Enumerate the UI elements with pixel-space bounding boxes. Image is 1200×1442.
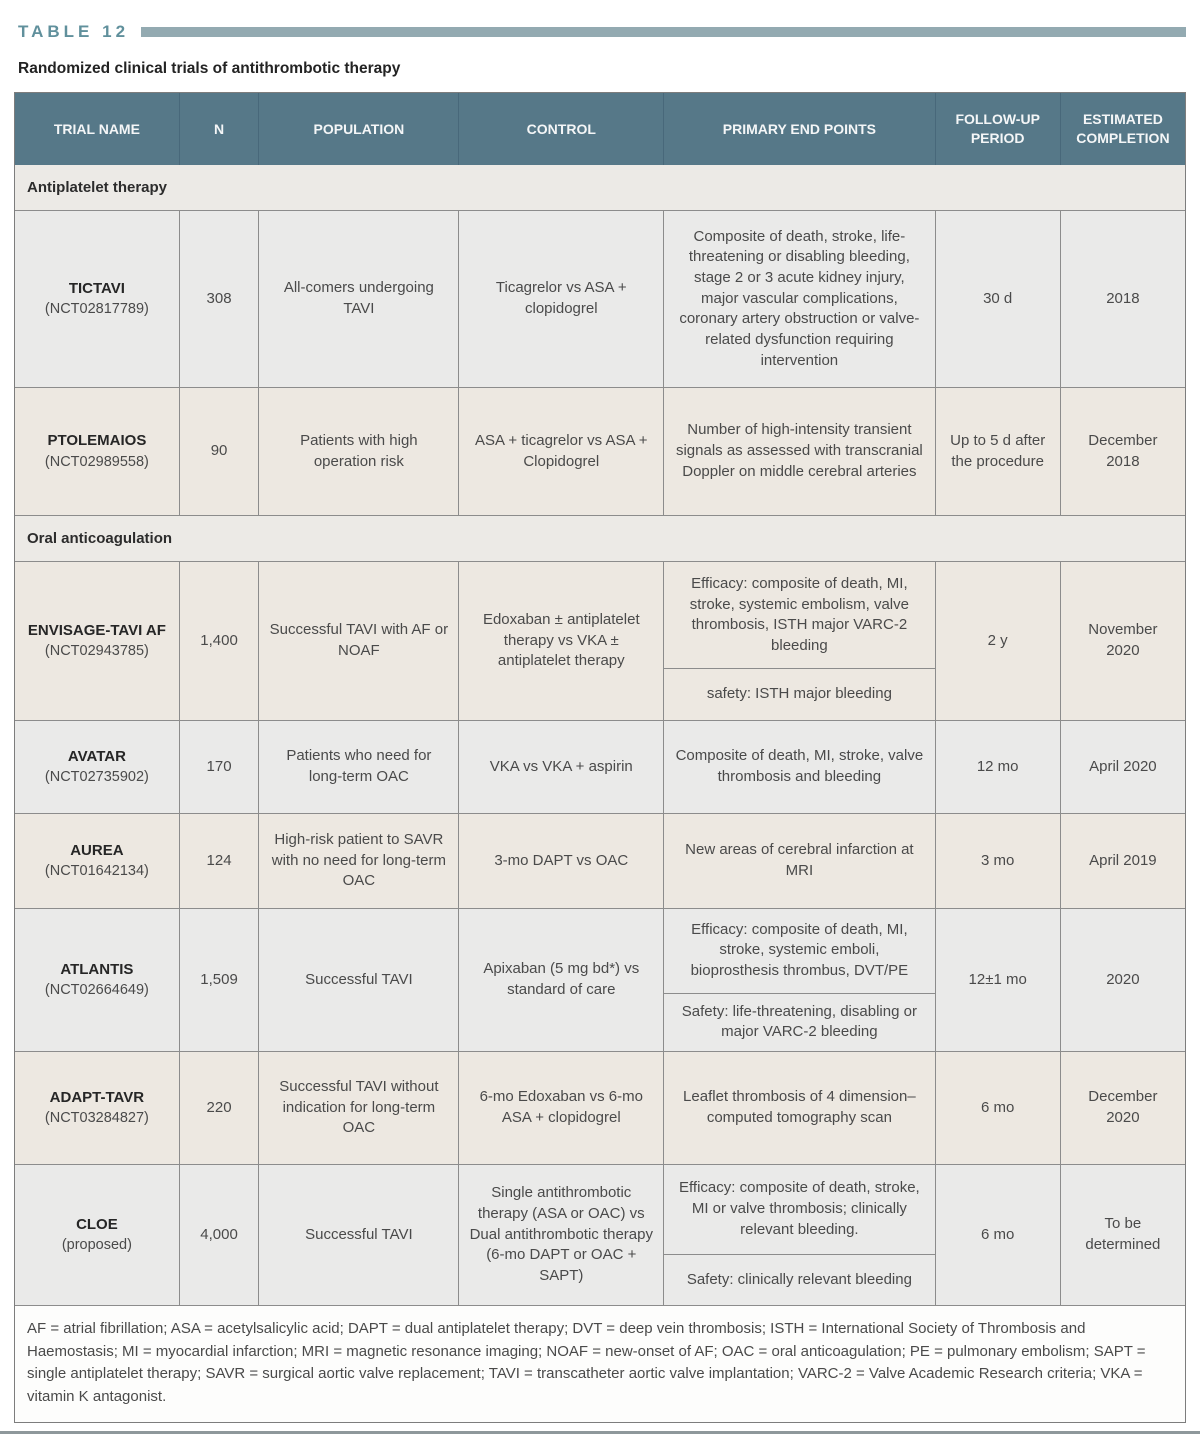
column-header-estimated-completion: ESTIMATED COMPLETION	[1060, 93, 1185, 165]
n-cell: 170	[179, 721, 259, 813]
trial-name-cell	[15, 909, 179, 1051]
bottom-page-rule	[0, 1431, 1200, 1434]
endpoints-cell: Composite of death, stroke, life-threatening or disabling bleeding, stage 2 or 3 acute kidney injury, major vascular complications, coronary artery obstruction or valve-related dysfunction requiring intervention	[663, 211, 934, 387]
table-label-row	[18, 22, 1186, 42]
column-header-population: POPULATION	[258, 93, 458, 165]
endpoints-cell	[663, 1165, 934, 1305]
endpoints-cell	[663, 909, 934, 1051]
n-cell: 220	[179, 1052, 259, 1164]
table-row-tictavi	[15, 210, 1185, 387]
column-header-follow-up-period: FOLLOW-UP PERIOD	[935, 93, 1060, 165]
trial-name-cell	[15, 721, 179, 813]
trial-name-cell	[15, 388, 179, 515]
endpoints-cell: New areas of cerebral infarction at MRI	[663, 814, 934, 908]
n-cell: 4,000	[179, 1165, 259, 1305]
completion-cell: April 2019	[1060, 814, 1185, 908]
trial-name: ENVISAGE-TAVI AF	[27, 621, 166, 639]
population-cell: High-risk patient to SAVR with no need for long-term OAC	[258, 814, 458, 908]
control-cell: Ticagrelor vs ASA + clopidogrel	[458, 211, 663, 387]
table-header-row	[15, 93, 1185, 165]
trial-name-cell	[15, 562, 179, 720]
trial-name: ADAPT-TAVR	[49, 1088, 145, 1106]
accent-bar	[141, 27, 1186, 37]
followup-cell: Up to 5 d after the procedure	[935, 388, 1060, 515]
trial-name-cell	[15, 211, 179, 387]
safety-endpoint: safety: ISTH major bleeding	[706, 685, 892, 703]
trial-name-cell	[15, 1052, 179, 1164]
completion-cell: 2020	[1060, 909, 1185, 1051]
completion-cell: December 2018	[1060, 388, 1185, 515]
column-header-trial-name: TRIAL NAME	[53, 120, 140, 137]
followup-cell: 12 mo	[935, 721, 1060, 813]
endpoints-cell	[663, 562, 934, 720]
table-row-ptolemaios	[15, 387, 1185, 515]
trial-name: TICTAVI	[68, 279, 125, 297]
trial-id: (NCT02817789)	[44, 301, 149, 318]
trial-name: CLOE	[76, 1215, 118, 1233]
trial-id: (NCT01642134)	[44, 863, 149, 880]
trial-name: AVATAR	[67, 747, 126, 765]
population-cell: Successful TAVI without indication for long-term OAC	[258, 1052, 458, 1164]
column-header-primary-end-points: PRIMARY END POINTS	[663, 93, 934, 165]
completion-cell: April 2020	[1060, 721, 1185, 813]
table-row-atlantis	[15, 908, 1185, 1051]
followup-cell: 12±1 mo	[935, 909, 1060, 1051]
efficacy-endpoint: Efficacy: composite of death, stroke, MI or valve thrombosis; clinically relevant bleeding.	[664, 1165, 934, 1255]
section-header-oral-anticoagulation: Oral anticoagulation	[15, 515, 1185, 561]
population-cell: Successful TAVI	[258, 1165, 458, 1305]
safety-endpoint: Safety: clinically relevant bleeding	[686, 1270, 912, 1288]
control-cell: 3-mo DAPT vs OAC	[458, 814, 663, 908]
control-cell: Single antithrombotic therapy (ASA or OAC) vs Dual antithrombotic therapy (6-mo DAPT or OAC + SAPT)	[458, 1165, 663, 1305]
endpoints-cell: Leaflet thrombosis of 4 dimension–computed tomography scan	[663, 1052, 934, 1164]
population-cell: Successful TAVI	[258, 909, 458, 1051]
table-row-avatar	[15, 720, 1185, 813]
n-cell: 1,400	[179, 562, 259, 720]
table-row-cloe	[15, 1164, 1185, 1305]
n-cell: 308	[179, 211, 259, 387]
section-header-antiplatelet-therapy: Antiplatelet therapy	[15, 165, 1185, 210]
trial-id: (NCT02989558)	[44, 453, 149, 470]
population-cell: Patients who need for long-term OAC	[258, 721, 458, 813]
table-row-envisage-tavi-af	[15, 561, 1185, 720]
followup-cell: 6 mo	[935, 1052, 1060, 1164]
efficacy-endpoint: Efficacy: composite of death, MI, stroke, systemic embolism, valve thrombosis, ISTH major VARC-2 bleeding	[664, 562, 934, 669]
trials-table	[14, 92, 1186, 1423]
control-cell: VKA vs VKA + aspirin	[458, 721, 663, 813]
endpoints-cell: Composite of death, MI, stroke, valve thrombosis and bleeding	[663, 721, 934, 813]
control-cell: Edoxaban ± antiplatelet therapy vs VKA ± antiplatelet therapy	[458, 562, 663, 720]
table-number-label: TABLE 12	[18, 22, 130, 41]
efficacy-endpoint: Efficacy: composite of death, MI, stroke, systemic emboli, bioprosthesis thrombus, DVT/PE	[664, 909, 934, 994]
population-cell: Patients with high operation risk	[258, 388, 458, 515]
population-cell: Successful TAVI with AF or NOAF	[258, 562, 458, 720]
control-cell: Apixaban (5 mg bd*) vs standard of care	[458, 909, 663, 1051]
control-cell: 6-mo Edoxaban vs 6-mo ASA + clopidogrel	[458, 1052, 663, 1164]
completion-cell: November 2020	[1060, 562, 1185, 720]
followup-cell: 2 y	[935, 562, 1060, 720]
trial-name: PTOLEMAIOS	[47, 432, 147, 450]
safety-endpoint: Safety: life-threatening, disabling or major VARC-2 bleeding	[681, 1002, 917, 1041]
trial-id: (proposed)	[61, 1237, 132, 1254]
followup-cell: 30 d	[935, 211, 1060, 387]
table-title: Randomized clinical trials of antithrombotic therapy	[18, 60, 401, 77]
column-header-control: CONTROL	[458, 93, 663, 165]
completion-cell: December 2020	[1060, 1052, 1185, 1164]
trial-id: (NCT02735902)	[44, 769, 149, 786]
completion-cell: To be determined	[1060, 1165, 1185, 1305]
endpoints-cell: Number of high-intensity transient signals as assessed with transcranial Doppler on middle cerebral arteries	[663, 388, 934, 515]
table-row-aurea	[15, 813, 1185, 908]
trial-id: (NCT02664649)	[44, 982, 149, 999]
trial-name: ATLANTIS	[60, 960, 134, 978]
trial-name-cell	[15, 1165, 179, 1305]
control-cell: ASA + ticagrelor vs ASA + Clopidogrel	[458, 388, 663, 515]
trial-id: (NCT02943785)	[44, 643, 149, 660]
n-cell: 124	[179, 814, 259, 908]
n-cell: 90	[179, 388, 259, 515]
trial-name-cell	[15, 814, 179, 908]
column-header-n: N	[179, 93, 259, 165]
trial-id: (NCT03284827)	[44, 1110, 149, 1127]
n-cell: 1,509	[179, 909, 259, 1051]
trial-name: AUREA	[70, 841, 124, 859]
followup-cell: 3 mo	[935, 814, 1060, 908]
followup-cell: 6 mo	[935, 1165, 1060, 1305]
abbreviations-footnote: AF = atrial fibrillation; ASA = acetylsalicylic acid; DAPT = dual antiplatelet therapy; DVT = deep vein thrombosis; ISTH = International Society of Thrombosis and Haemostasis; MI = myocardial infarction; MRI = magnetic resonance imaging; NOAF = new-onset of AF; OAC = oral anticoagulation; PE = pulmonary embolism; SAPT = single antiplatelet therapy; SAVR = surgical aortic valve replacement; TAVI = transcatheter aortic valve implantation; VARC-2 = Valve Academic Research criteria; VKA = vitamin K antagonist.	[15, 1305, 1185, 1422]
table-row-adapt-tavr	[15, 1051, 1185, 1164]
population-cell: All-comers undergoing TAVI	[258, 211, 458, 387]
completion-cell: 2018	[1060, 211, 1185, 387]
